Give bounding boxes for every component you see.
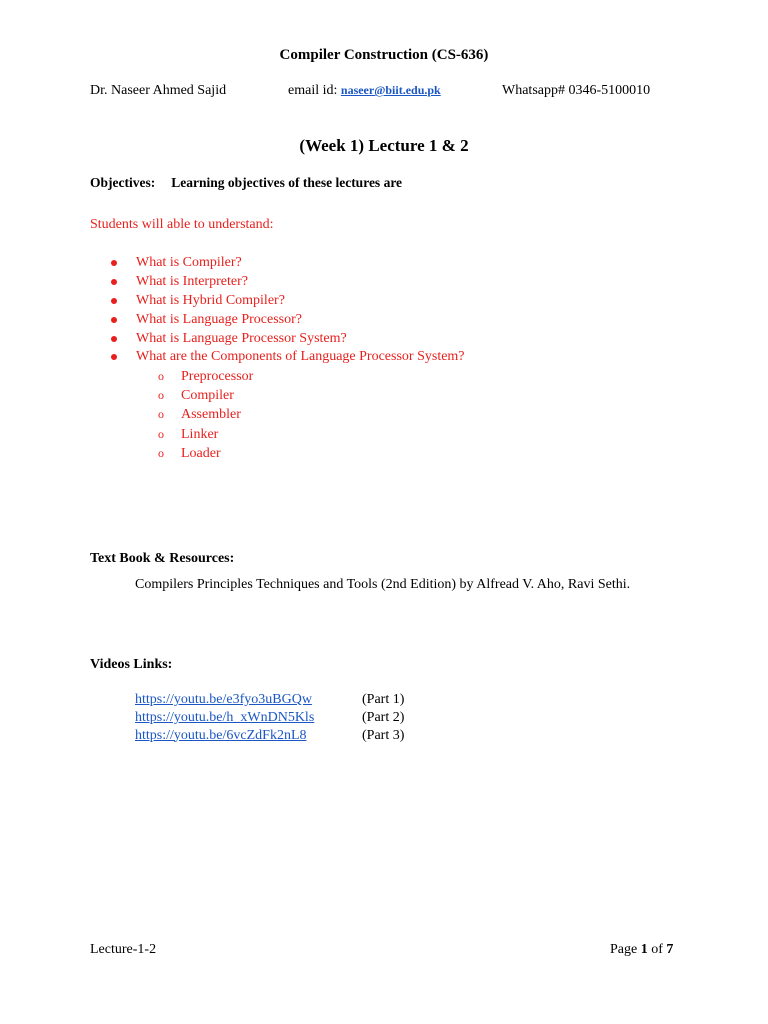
bullet-icon <box>111 336 117 342</box>
circle-bullet-icon: o <box>158 407 164 422</box>
list-item: What is Hybrid Compiler? <box>90 292 465 311</box>
email-line <box>288 83 441 99</box>
list-item: What is Language Processor System? <box>90 330 465 349</box>
video-part-label: (Part 1) <box>362 692 405 707</box>
list-item: o Preprocessor <box>135 367 253 386</box>
email-label: email id: <box>288 83 338 98</box>
list-item: What are the Components of Language Processor System? <box>90 348 465 367</box>
bullet-icon <box>111 317 117 323</box>
videos-heading: Videos Links: <box>90 657 173 672</box>
bullet-icon <box>111 279 117 285</box>
list-item: What is Compiler? <box>90 254 465 273</box>
list-item <box>135 727 405 745</box>
objectives-label: Objectives: <box>90 175 156 190</box>
components-list <box>135 367 253 463</box>
textbook-heading: Text Book & Resources: <box>90 551 235 566</box>
page-number <box>610 942 673 958</box>
objectives-text: Learning objectives of these lectures are <box>171 175 403 190</box>
course-title: Compiler Construction (CS-636) <box>279 47 489 63</box>
video-part-label: (Part 3) <box>362 727 405 743</box>
video-links-list <box>135 691 405 744</box>
objectives-line <box>90 175 402 191</box>
email-link[interactable]: naseer@biit.edu.pk <box>340 83 441 97</box>
video-link[interactable]: https://youtu.be/h_xWnDN5Kls <box>135 709 315 725</box>
bullet-icon <box>111 298 117 304</box>
circle-bullet-icon: o <box>158 369 164 383</box>
bullet-icon <box>111 260 117 266</box>
circle-bullet-icon: o <box>158 426 164 441</box>
page-total: 7 <box>666 942 674 957</box>
bullet-icon <box>111 354 117 360</box>
textbook-reference: Compilers Principles Techniques and Tools (2nd Edition) by Alfread V. Aho, Ravi Sethi. <box>135 577 631 592</box>
page-label: Page <box>610 942 638 957</box>
circle-bullet-icon: o <box>158 445 164 460</box>
video-part-label: (Part 2) <box>362 709 405 725</box>
page-of: of <box>651 942 663 957</box>
whatsapp-number: Whatsapp# 0346-5100010 <box>502 83 651 98</box>
instructor-name: Dr. Naseer Ahmed Sajid <box>90 83 227 98</box>
objectives-intro: Students will able to understand: <box>90 217 274 232</box>
list-item <box>135 691 405 709</box>
list-item: o Compiler <box>135 386 253 405</box>
list-item: o Assembler <box>135 405 253 424</box>
footer-lecture-label: Lecture-1-2 <box>90 942 157 957</box>
video-link[interactable]: https://youtu.be/e3fyo3uBGQw <box>135 692 312 707</box>
list-item <box>135 709 405 727</box>
lecture-title: (Week 1) Lecture 1 & 2 <box>299 136 469 155</box>
circle-bullet-icon: o <box>158 388 164 403</box>
video-link[interactable]: https://youtu.be/6vcZdFk2nL8 <box>135 727 307 743</box>
list-item: o Linker <box>135 425 253 444</box>
page-current: 1 <box>640 942 648 957</box>
list-item: What is Language Processor? <box>90 311 465 330</box>
objectives-list <box>90 254 465 367</box>
list-item: o Loader <box>135 444 253 463</box>
list-item: What is Interpreter? <box>90 273 465 292</box>
